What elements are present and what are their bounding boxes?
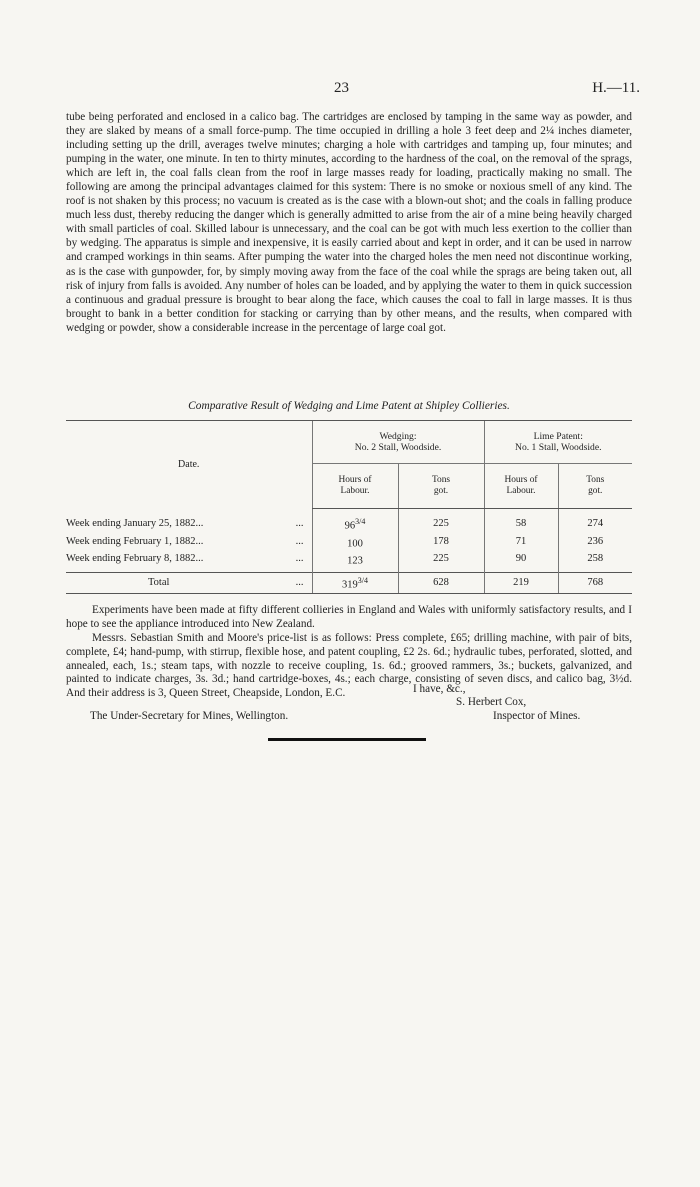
lime-patent-title: Lime Patent: [533,431,583,442]
comparison-table [66,420,632,594]
wedging-title: Wedging: [379,431,417,442]
table-row: Week ending January 25, 1882... ... $96^{3/4}$ 225 58 274 [66,515,632,533]
addressee: The Under-Secretary for Mines, Wellington. [90,710,289,722]
signature: S. Herbert Cox, [456,696,527,708]
closing-salutation: I have, &c., [413,683,466,695]
experiments-paragraph: Experiments have been made at fifty different collieries in England and Wales with uniformly satisfactory results, and I hope to see the appliance introduced into New Zealand. [66,604,632,630]
body-paragraph: tube being perforated and enclosed in a calico bag. The cartridges are enclosed by tamping in the same way as powder, and they are slaked by means of a small force-pump. The time occupied in drilling a hole 3 feet deep and 2¼ inches diameter, including setting up the drill, averages twelve minutes; charging a hole with cartridges and tamping up, four minutes; and pumping in the water, one minute. In ten to thirty minutes, according to the hardness of the coal, on the removal of the sprags, which are left in, the coal falls clean from the roof in large masses ready for loading, practically making no small. The following are among the principal advantages claimed for this system: There is no smoke or noxious smell of any kind. The roof is not shaken by this process; no vacuum is created as is the case with a blown-out shot; and the coals in falling produce much less dust, thereby reducing the danger which is generally admitted to arise from the air of a mine being heavily charged with small particles of coal. Skilled labour is unnecessary, and the coal can be got with much less exertion to the collier than by wedging. The apparatus is simple and inexpensive, it is easily carried about and kept in order, and it can be used in narrow and cramped workings in thin seams. After pumping the water into the charged holes the men need not discontinue working, as is the case with gunpowder, for, by simply moving away from the face of the coal while the sprags are being taken out, all risk of injury from falls is avoided. Any number of holes can be loaded, and by applying the water to them in quick succession a continuous and gradual pressure is brought to bear along the face, which causes the coal to fall in large masses. It is thus brought to bank in a better condition for stacking or carrying than by other means, and the results, when compared with wedging or powder, show a considerable increase in the percentage of large coal got. [66,111,632,334]
row-date: Week ending February 8, 1882... [66,553,204,565]
table-row: Week ending February 1, 1882... ... 100 178 71 236 [66,533,632,551]
signatory-title: Inspector of Mines. [493,710,581,722]
row-date: Week ending February 1, 1882... [66,535,204,547]
table-caption: Comparative Result of Wedging and Lime Patent at Shipley Collieries. [188,400,510,412]
price-list-paragraph: Messrs. Sebastian Smith and Moore's price-list is as follows: Press complete, £65; drilling machine, with pair of bits, complete, £4; hand-pump, with stirrup, flexible hose, and patent coupling, £2 2s. 6d.; hydraulic tubes, perforated, slotted, and annealed, each, 1s.; steam taps, with nozzle to receive coupling, 1s. 6d.; grooved rammers, 3s.; buckets, galvanized, and painted to indicate charges, 3s. 3d.; hand cartridge-boxes, 4s.; each charge, consisting of seven discs, and calico bag, 3½d. And their address is 3, Queen Street, Cheapside, London, E.C. [66,632,632,700]
wedging-subtitle: No. 2 Stall, Woodside. [354,442,442,453]
lime-hours-header: Hours of Labour. [484,464,558,509]
wedging-group-header [312,421,484,464]
date-column-header: Date. [66,421,312,509]
lime-patent-subtitle: No. 1 Stall, Woodside. [515,442,602,453]
lime-tons-header: Tons got. [558,464,632,509]
wedging-hours-header: Hours of Labour. [312,464,398,509]
document-reference: H.—11. [592,80,640,96]
total-label: Total [148,577,170,588]
total-row: Total ... $319^{3/4}$ 628 219 768 [66,572,632,593]
row-date: Week ending January 25, 1882... [66,518,204,530]
wedging-tons-header: Tons got. [398,464,484,509]
page-number: 23 [334,80,349,96]
table-row: Week ending February 8, 1882... ... 123 225 90 258 [66,550,632,568]
lime-patent-group-header [484,421,632,464]
end-rule [268,738,426,741]
